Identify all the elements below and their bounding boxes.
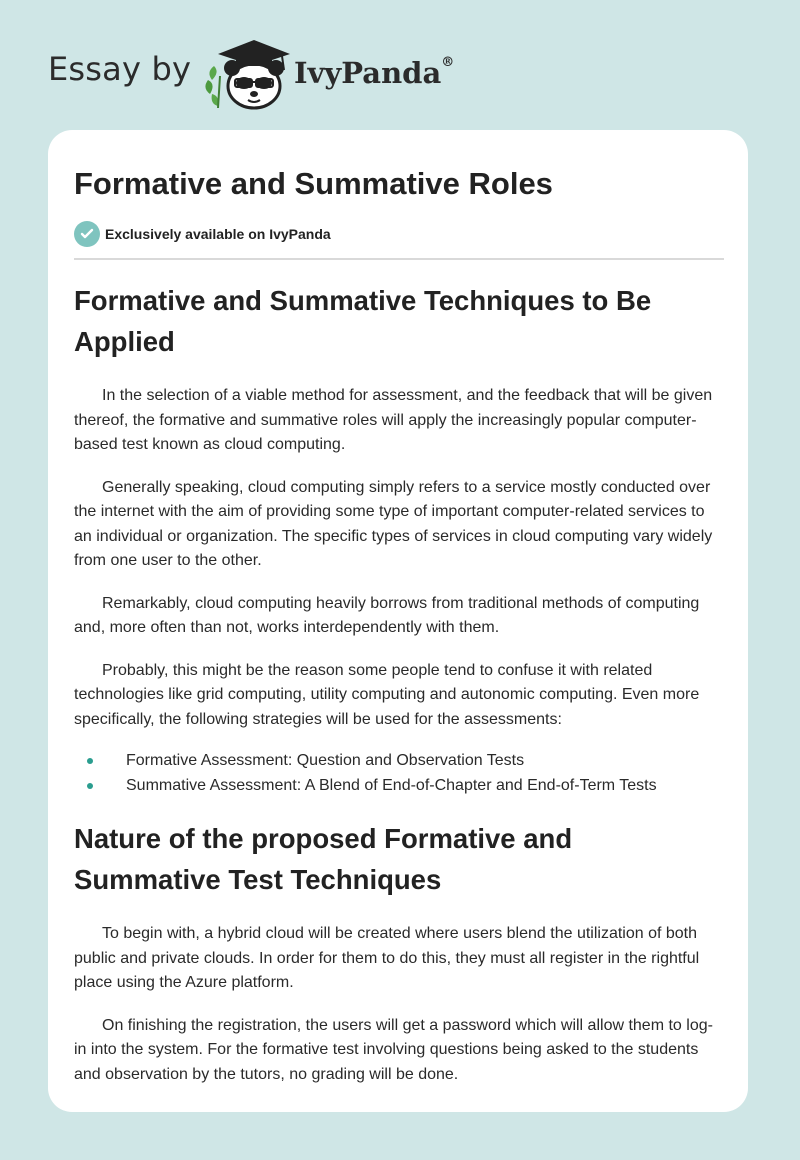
paragraph: Remarkably, cloud computing heavily borrows from traditional methods of computing and, more often than not, works interdependently with them. bbox=[74, 594, 700, 636]
registered-mark: ® bbox=[441, 55, 455, 71]
essay-card bbox=[48, 130, 748, 1112]
exclusive-badge bbox=[74, 220, 724, 248]
brand-name[interactable] bbox=[294, 56, 454, 90]
bullet-dot-icon bbox=[87, 783, 93, 789]
bullet-list bbox=[74, 748, 724, 798]
divider bbox=[74, 258, 724, 260]
brand-text: IvyPanda bbox=[294, 56, 442, 90]
list-item bbox=[74, 773, 724, 798]
page-title: Formative and Summative Roles bbox=[74, 166, 553, 201]
essay-content bbox=[74, 160, 724, 1087]
check-icon bbox=[74, 221, 100, 247]
panda-logo-icon[interactable] bbox=[204, 36, 290, 112]
paragraph: In the selection of a viable method for assessment, and the feedback that will be given thereof, the formative and summative roles will apply the increasingly popular computer-based test known as cloud computing. bbox=[74, 387, 713, 453]
section-heading: Formative and Summative Techniques to Be Applied bbox=[74, 285, 652, 357]
list-item-text: Formative Assessment: Question and Observation Tests bbox=[126, 752, 525, 769]
paragraph: Generally speaking, cloud computing simply refers to a service mostly conducted over the internet with the aim of providing some type of important computer-related services to an individual or organization. The specific types of services in cloud computing vary widely from one user to the other. bbox=[74, 478, 713, 569]
paragraph: To begin with, a hybrid cloud will be created where users blend the utilization of both public and private clouds. In order for them to do this, they must all register in the rightful place using the Azure platform. bbox=[74, 925, 700, 991]
paragraph: On finishing the registration, the users will get a password which will allow them to log-in into the system. For the formative test involving questions being asked to the students and observation by the tutors, no grading will be done. bbox=[74, 1016, 713, 1083]
exclusive-badge-label: Exclusively available on IvyPanda bbox=[105, 226, 331, 242]
bullet-dot-icon bbox=[87, 758, 93, 764]
section-heading: Nature of the proposed Formative and Summative Test Techniques bbox=[74, 823, 573, 895]
paragraph: Probably, this might be the reason some people tend to confuse it with related technologies like grid computing, utility computing and autonomic computing. Even more specifically, the following strategies will be used for the assessments: bbox=[74, 661, 700, 728]
list-item bbox=[74, 748, 724, 773]
essay-by-label: Essay by bbox=[48, 50, 192, 88]
list-item-text: Summative Assessment: A Blend of End-of-Chapter and End-of-Term Tests bbox=[126, 777, 657, 794]
site-header bbox=[48, 30, 568, 110]
